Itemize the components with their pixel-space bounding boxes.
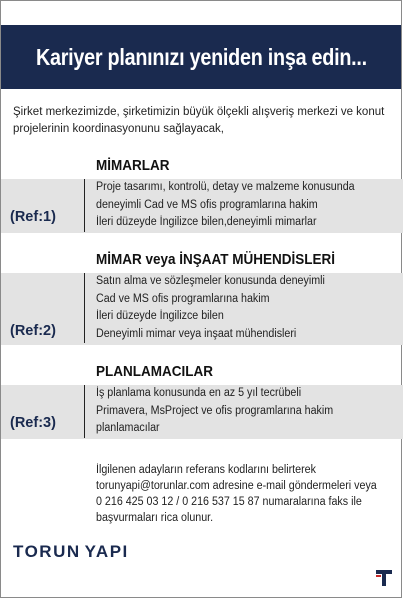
requirement-line: Cad ve MS ofis programlarına hakim — [96, 292, 270, 305]
headline-text: Kariyer planınızı yeniden inşa edin... — [35, 43, 367, 70]
top-margin — [1, 1, 401, 23]
contact-line: 0 216 425 03 12 / 0 216 537 15 87 numaralarına faks ile — [96, 496, 362, 508]
contact-line: başvurmaları rica olunur. — [96, 512, 214, 524]
requirements-list-2 — [84, 273, 342, 343]
ref-code-1: (Ref:1) — [10, 209, 56, 225]
logo-torun: TORUN — [13, 542, 81, 561]
contact-line: İlgilenen adayların referans kodlarını belirterek — [96, 464, 316, 476]
ref-code-3: (Ref:3) — [10, 415, 56, 431]
requirement-line: Satın alma ve sözleşmeler konusunda deneyimli — [96, 275, 325, 287]
requirement-line: planlamacılar — [96, 422, 160, 434]
requirement-line: İleri düzeyde İngilizce bilen — [96, 310, 224, 322]
torun-yapi-logo — [13, 542, 129, 562]
requirement-line: İş planlama konusunda en az 5 yıl tecrübeli — [96, 387, 302, 399]
section-title-mimarlar — [96, 157, 178, 174]
requirement-line: Primavera, MsProject ve ofis programlarına hakim — [96, 404, 334, 417]
headline-banner — [1, 25, 401, 89]
contact-paragraph — [96, 462, 396, 526]
requirement-line: Proje tasarımı, kontrolü, detay ve malzeme konusunda — [96, 181, 355, 193]
requirements-list-1 — [84, 179, 374, 232]
section-title-text: MİMAR veya İNŞAAT MÜHENDİSLERİ — [96, 251, 336, 268]
requirement-line: Deneyimli mimar veya inşaat mühendisleri — [96, 327, 297, 340]
requirement-line: İleri düzeyde İngilizce bilen,deneyimli mimarlar — [96, 216, 317, 228]
logo-yapi: YAPI — [84, 542, 129, 561]
section-title-planlamacilar — [96, 363, 226, 380]
intro-paragraph: Şirket merkezimizde, şirketimizin büyük ölçekli alışveriş merkezi ve konut projelerinin koordinasyonunu sağlayacak, — [13, 106, 385, 135]
t-logo-icon — [375, 569, 393, 587]
section-title-text: MİMARLAR — [96, 157, 170, 174]
ref-code-2: (Ref:2) — [10, 323, 56, 339]
requirement-line: deneyimli Cad ve MS ofis programlarına hakim — [96, 198, 318, 211]
requirements-list-3 — [84, 385, 351, 438]
section-title-mimar-insaat — [96, 251, 362, 268]
section-title-text: PLANLAMACILAR — [96, 363, 213, 380]
contact-line: torunyapi@torunlar.com adresine e-mail göndermeleri veya — [96, 480, 377, 492]
